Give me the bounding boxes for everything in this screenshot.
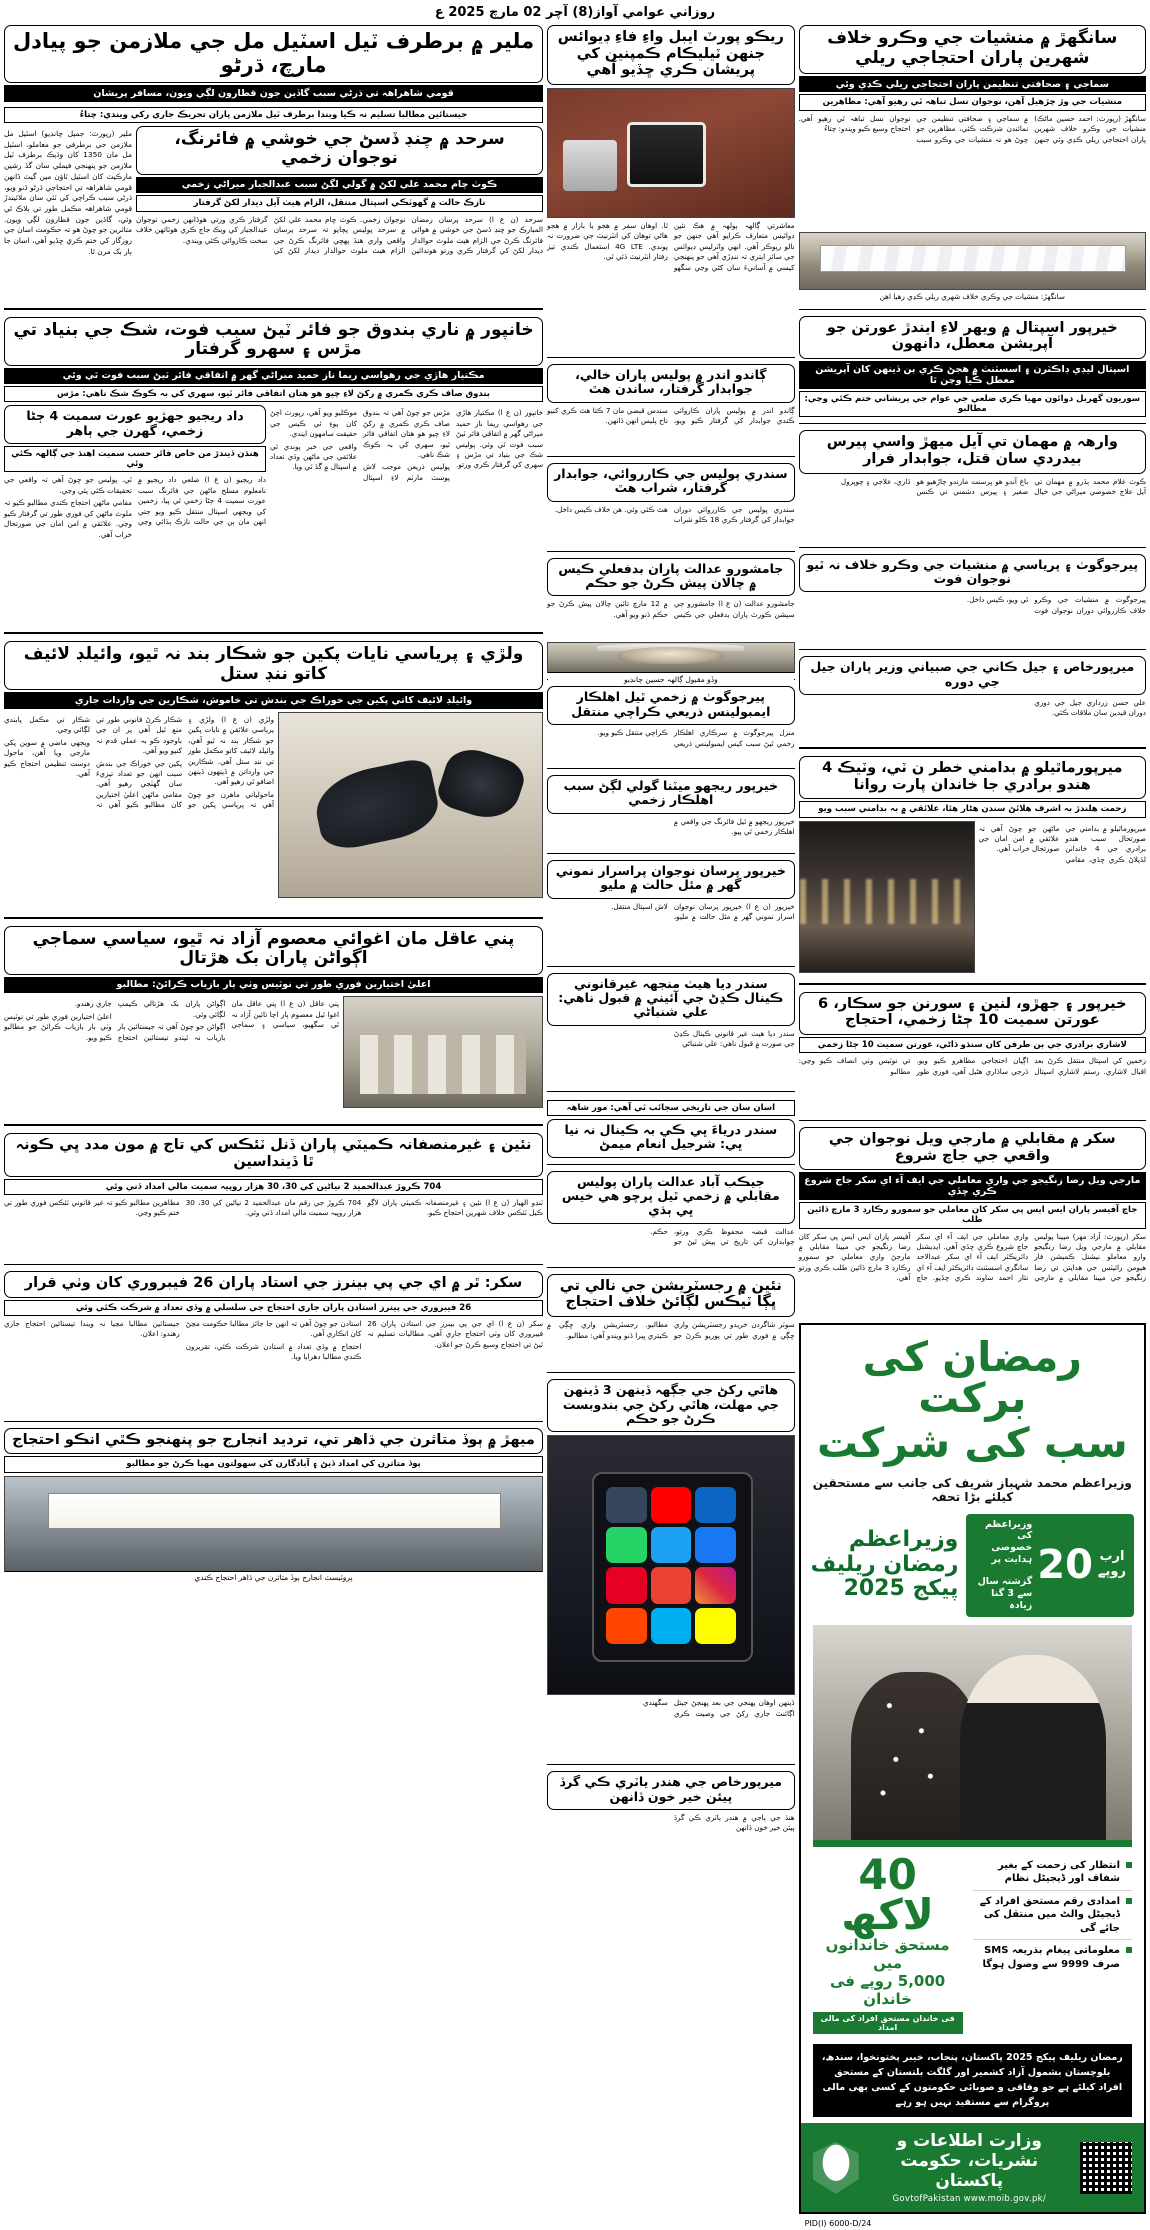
ad-pid-number: PID(I) 6000-D/24 (804, 2219, 872, 2229)
ad-bullet-item: معلوماتی پیغام بذریعہ SMS صرف 9999 سے وصول ہوگا (973, 1940, 1132, 1975)
article-mysterious-death (547, 860, 795, 960)
article-court-order (547, 558, 795, 638)
ad-bullet-list (973, 1855, 1132, 2035)
article-body: خانپور (ن ع ا) مڪتيار ھاڙي جي رھواسي ريما ناز حميد ميراڻي گھر ۾ اتفاقي فائر ٽيڻ سبب فوت ٿي وئي. پوليس شڪ جي بنياد تي مڙس ۽ سهري کي گرفتار ڪري ورتو. مڙس جو چوڻ آهي تہ بندوق صاف ڪري ڪمري ۾ رکڻ لاءِ چيو ھو ھتان اتفاقي فائر ٿيو، سھري کي بہ ڪوڪ شڪ ناهي. پوليس ذريعن موجب لاش پوسٽ مارٽم لاءِ اسپتال موڪليو ويو آهي، رپورٽ اچڻ کان پوءِ ئي ڪيس جي حقيقت سامهون ايندي. واقعي جي خبر پوندي ئي علائقي جي ماڻهن وڏي تعداد ۾ اسپتال ۾ گڏ ٿي ويا. (270, 408, 544, 482)
article-hindu-families-migration (799, 756, 1146, 976)
headline: داد ريجيو جھڙيو عورت سميت 4 ڄڻا زخمي، گھرن جي ٻاهر (4, 405, 266, 444)
article-body: سوٽر شاگردن خريدو رجسٽريشن واري ڇڳي ۾ فوري طور تي پوريو ڪرڻ جو مطالبو. رجسٽريشن واري ڇڳي ۾ ڪيتري ڀيرا ڏنو ويندو آهي: مطالبو. (547, 1320, 795, 1340)
middle-column (547, 25, 795, 1853)
snapchat-icon (695, 1608, 736, 1644)
article-body: خيرپور (ن ع ا) خيرپور پرسان نوجوان اسرار نموني گھر ۾ مئل حالت ۾ مليو، لاش اسپتال منتقل. (611, 901, 795, 922)
article-body: علي حسن زرداري جيل جي دوري دوران قيدين سان ملاقات ڪئي. (1034, 698, 1146, 718)
government-advertisement (799, 1323, 1146, 2215)
headline: جامشورو عدالت پاران بدفعلي ڪيس ۾ چالان پيش ڪرڻ جو حڪم (547, 558, 795, 597)
subheadline-secondary: منشيات جي وڙ چڙهيل آهن، نوجوان نسل تباهہ ٿي رهيو آهي: مظاهرين (799, 94, 1146, 110)
headline: سکر ۾ مقابلي ۾ مارجي ويل نوجوان جي واقعي جي جاچ شروع (799, 1127, 1146, 1170)
whatsapp-icon (606, 1527, 647, 1563)
headline: ميرپورخاص ۽ جيل ڪاني جي صبياني وزير پاران جيل جي دوره (799, 656, 1146, 695)
article-body: عدالت قبضہ محفوظ ڪري ورتو، جوابدارن کي تاريخ تي پيش ٿيڻ جو حڪم. (650, 1226, 795, 1247)
twitter-icon (651, 1527, 692, 1563)
headline: ميھڙ ۾ ٻوڏ متاثرن جي ڌاهر تي، ترديد انجارج جو پنهنجو ڪٿي انڪو احتجاج (4, 1428, 543, 1455)
subheadline: اسپتال ليڊي ڊاڪٽرن ۽ اسسٽنٽ ۾ هجڻ ڪري ٻن ڏينهن کان آپريشن معطل ڪيا وڃن ٿا (799, 361, 1146, 389)
subheadline-secondary: نازڪ حالت ۾ گھوٽڪي اسپتال منتقل، الزام هيٺ آيل ديدار لکڻ گرفتار (136, 195, 543, 211)
article-body: منزل پيرجوگوٺ ۾ سرڪاري اهلڪار زخمي ٿيڻ سبب کيس ايمبولينس ذريعي ڪراچي منتقل ڪيو ويو. (597, 728, 795, 748)
ad-amount-text2: 5,000 روپے فی خاندان (829, 1972, 946, 2009)
article-hindu-pilgrims (547, 1771, 795, 1853)
ad-badge-small-top: وزیراعظم کی خصوصی ہدایت پر (984, 1518, 1033, 1566)
article-body: ڳاندو اندر ۾ پوليس پاران ڪاروائي ڪندي جوابدار کي گرفتار ڪيو ويو، سندس قبضي مان 7 ڪتا هٿ ڪري کنيو ناح پليس انهن ڏانهن. (547, 405, 795, 426)
article-body: سندري پوليس جي ڪارروائي دوران جوابدار کي گرفتار ڪري 18 ڪلو شراب هٿ ڪئي وئي. ھن خلاف ڪيس داخل. (554, 504, 795, 524)
article-body: پيرجوگوٺ ۾ منشيات جي وڪرو خلاف ڪارروائي دوران نوجوان فوت ٿي ويو، ڪيس داخل. (966, 595, 1146, 615)
right-column (4, 25, 543, 1853)
article-dogs-seized (547, 364, 795, 450)
article-hospital-operations (799, 316, 1146, 418)
headline: خيرپور ۽ جھڙو، لنين ۽ سورنن جو سڪار، 6 عورتن سميت 10 ڄڻا زخمي، احتجاج (799, 992, 1146, 1035)
article-body: زخمين کي اسپتال منتقل ڪرڻ بعد اقبال لاشاري. رستم لاشاري اسپتال اڳيان احتجاجي مظاهرو ڪيو ويو. ڌرجي ساڌاري هڻيل آهي، فوري طور تي نوٽيس وٺي انصاف ڪيو وڃي: مطالبو (798, 1056, 1146, 1076)
ad-badge-unit (1098, 1550, 1126, 1580)
ad-badge-notes (974, 1519, 1032, 1612)
news-photo-meeting (343, 996, 543, 1108)
article-jail-visit (799, 656, 1146, 740)
article-teachers-protest (4, 1271, 543, 1415)
social-icons-grid (602, 1483, 740, 1648)
article-sukkur-encounter-probe (799, 1127, 1146, 1316)
ad-middle-row (801, 1508, 1144, 1621)
ad-photo-pm-with-beneficiary (813, 1625, 1132, 1840)
skype-icon (651, 1608, 692, 1644)
photo-caption: وڏو مقبول ڳالهہ حسين چانڊيو (548, 672, 794, 685)
pinterest-icon (606, 1567, 647, 1603)
headline: هاٿي رکڻ جي جڳهہ ڏينهن 3 ڏينهن جي مهلت، هاٿي رکڻ جي بندوبست ڪرڻ جو حڪم (547, 1379, 795, 1432)
ad-amount-number: 40 لاکھ (841, 1849, 934, 1939)
news-photo-flood-protest (4, 1476, 543, 1583)
article-officer-injured (547, 775, 795, 847)
ad-headline-line1: رمضان کی برکت (862, 1332, 1082, 1422)
page-grid (4, 25, 1146, 2229)
news-photo-wifi-device (547, 88, 795, 218)
news-photo-protest-rally (799, 232, 1146, 290)
article-flood-victims (4, 1428, 543, 1583)
headline: خانپور ۾ ناري بندوق جو فائر ٽيڻ سبب فوت، شڪ جي بنياد تي مڙس ۽ سهرو گرفتار (4, 317, 543, 366)
subheadline-secondary: ٻوڏ متاثرن کي امداد ڏيڻ ۽ آبادگارن کي سهولتون مهيا ڪرڻ جو مطالبو (4, 1456, 543, 1472)
ad-amount-text3: فی خاندان مستحق افراد کی مالی امداد (813, 2012, 963, 2034)
headline: پني عاقل مان اغوائي معصوم آزاد نہ ٿيو، سياسي سماجي اڳواڻن پاران بک هڙتال (4, 926, 543, 975)
ad-title-line2: رمضان ریلیف (810, 1551, 959, 1577)
article-khairpur-clash (799, 992, 1146, 1115)
subheadline: ڪوٽ چام محمد علي لکڻ ۾ گولي لڳڻ سبب عبدالجبار ميراڻي زخمي (136, 177, 543, 193)
article-body: هنڌ جي ٻاجي ۾ هندر ياٽري ڪي گرڏ پيئن خير خون ڏانهن (673, 1813, 795, 1833)
article-drug-rally (799, 25, 1146, 303)
ad-badge-number: 20 (1037, 1542, 1093, 1589)
subheadline-secondary: زحمت هلندڙ بہ اشرف هلائڻ سندن هڻار هئا، علائقي ۾ بہ بدامني سبب ويو (799, 801, 1146, 817)
subheadline: مارجي ويل رضا زنگيجو جي واري معاملي جي ايف آء اي سکر جاج شروع ڪري ڇڏي (799, 1172, 1146, 1200)
headline: نئين ۽ غيرمنصفانہ ڪميٽي پاران ڏنل ٽئڪس کي تاج ۾ مون مدد ڀي ڪونہ ٿا ڏينداسين (4, 1133, 543, 1176)
ad-social-handles: /GovtofPakistan www.moib.gov.pk (892, 2194, 1047, 2205)
ad-ministry-name: وزارت اطلاعات و نشریات، حکومت پاکستان (896, 2131, 1042, 2192)
article-wifi-device (547, 25, 795, 351)
subheadline-secondary: هنڌن ڏيندڙ من خاص فائر حسب سميت اهنڌ جي ڳالهہ ڪئي وئي (4, 446, 266, 472)
youtube-icon (651, 1487, 692, 1523)
article-khanpur-shooting (4, 317, 543, 403)
article-jacobabad-court (547, 1171, 795, 1261)
subheadline: وائيلڊ لائيف کاتي پکين جي خوراڪ جي بندش تي خاموش، شڪارين جي واردات جاري (4, 692, 543, 708)
photo-caption: پروٽيسٽ انجارج ٻوڏ متاثرن جي ڌاهر احتجاج ڪندي (5, 1571, 542, 1584)
article-tax-protest (4, 1133, 543, 1258)
article-registration-tax (547, 1274, 795, 1366)
left-column (798, 25, 1146, 2229)
subheadline-secondary: بندوق صاف ڪري ڪمري ۾ رکڻ لاءِ چيو ھو ھتان اتفاقي فائر ٿيو، سھري کي بہ ڪوڪ شڪ ناهي: مڙس (4, 386, 543, 402)
ad-headline (801, 1325, 1144, 1468)
article-body: ميرپورماٿيلو ۾ بدامني جي صورتحال سبب هندو برادري جي 4 خاندانن لڏپلاڻ ڪري ڇڏي، مقامي ماڻهن جو چوڻ آهي تہ علائقي ۾ امن امان جي صورتحال خراب آهي. (978, 823, 1146, 864)
ad-bullet-item: انتظار کی زحمت کے بغیر شفاف اور ڈیجیٹل نظام (973, 1855, 1132, 1891)
article-wildlife-birds (4, 641, 543, 708)
headline: ميرپورماٿيلو ۾ بدامني خطر ن ٽي، وٽيڪ 4 هندو برادري جا خاندان پارت روانا (799, 756, 1146, 799)
article-body: سانگھڙ (رپورٽ: احمد حسين ماڻڪ) منشيات جي وڪرو خلاف شهرين پاران احتجاجي ريلي ڪڍي وئي جنهن ۾ سماجي ۽ صحافتي تنظيمن جي نمائندن شرڪت ڪئي، مظاهرين جو چوڻ هو تہ منشيات جي وڪرو سبب نوجوان نسل تباهہ ٿي رهيو آهي. احتجاج وسيع ڪيو ويندو: چتاءُ (798, 113, 1146, 144)
news-photo-elder-portrait (547, 642, 795, 684)
article-body: ڏينهن اوهان پهنجي جي بعد پهنجڻ جيتل اڳائنٽ جاري رکڻ جي وصيت ڪري سگھندي (642, 1698, 795, 1718)
subheadline-secondary: لاشاري برادري جي ٻن طرفن کان سنڌو ڌاڻي، عورتن سميت 10 ڄڻا زخمي (799, 1037, 1146, 1053)
headline: جيڪب آباد عدالت پاران پوليس مقابلي ۾ زخمي ٿيل پرچو ھي خيس ڀي ٻڌي (547, 1171, 795, 1224)
ad-footer-text (869, 2131, 1070, 2204)
headline: ملير ۾ برطرف ٽيل اسٽيل مل جي ملازمن جو پيادل مارچ، ڌرڻو (4, 25, 543, 83)
ad-headline-line2: سب کی شرکت (816, 1418, 1128, 1467)
article-body: سکر (ن ع ا) اي جي پي بينرز جي استادن پاران 26 فيبروري کان وٺي احتجاج جاري آهي، مطالبات تسليم نہ ٿيڻ تي احتجاج وسيع ڪرڻ جو اعلان. استادن جو چوڻ آهي تہ انهن جا جائز مطالبا حڪومت مڃڻ کان انڪاري آهي. احتجاج ۾ وڏي تعداد ۾ استادن شرڪت ڪئي، تقريرون ڪندي مطالبا دهرايا ويا. جيستائين مطالبا مڃيا نہ ويندا تيستائين احتجاج جاري رهندو: اعلان. (4, 1318, 544, 1361)
ad-amount-text1: مستحق خاندانوں میں (825, 1936, 950, 1973)
headline: ميرپورخاص جي هندر ياٽري ڪي گرڏ پيئن خير خون ڏانهن (547, 1771, 795, 1810)
headline: سانگھڙ ۾ منشيات جي وڪرو خلاف شهرين پاران احتجاجي ريلي (799, 25, 1146, 74)
ad-amount-badge (966, 1514, 1134, 1617)
article-canal-statement (547, 1098, 795, 1158)
article-liquor-seized (547, 463, 795, 545)
article-body: ڪوٽ غلام محمد ٻڌرو ۾ مهمان تي آيل علاج خصوصي ميراڻي جي خيال باغ آندو هو پرسنت مارندو چاڙهيو هو صغير ۽ پيرس دشمني تي ڪنس ڌاري، علاجي ۽ چوپرول (840, 476, 1146, 496)
ad-badge-small-bottom: گزشتہ سال سے 3 گنا زیادہ (977, 1576, 1033, 1611)
headline: سندر ديا ھيٺ منجھہ غيرقانوني ڪينال ڪڍڻ جي آئيني ۾ قبول ناهي: علي شنباڻي (547, 973, 795, 1026)
ad-badge-unit-bottom: روپے (1097, 1564, 1126, 1580)
news-photo-night-scene (799, 821, 975, 973)
ad-badge-unit-top: ارب (1099, 1549, 1125, 1565)
ad-title-line3: پیکج 2025 (843, 1576, 959, 1602)
subheadline-secondary: 704 ڪروڙ عبدالحميد 2 نياڻين کي 30، 30 هزار روپيہ سميت مالي امداد ڏني وئي (4, 1179, 543, 1195)
reddit-icon (606, 1608, 647, 1644)
ad-title-block (811, 1528, 959, 1602)
article-steel-mill-march (4, 25, 543, 102)
headline: وارهہ ۾ مهمان تي آيل ميهڙ واسي پيرس بيدردي سان قتل، جوابدار فرار (799, 430, 1146, 473)
headline: ولڙي ۽ پرياسي نايات پکين جو شڪار بند نہ ٿيو، وائيلڊ لائيف کاتو ننڊ ستل (4, 641, 543, 690)
tumblr-icon (606, 1487, 647, 1523)
headline: پيرجوگوٺ ۾ زخمي ٿيل اهلڪار ايمبولينس ذريعي ڪراچي منتقل (547, 686, 795, 725)
subheadline: سماجي ۽ صحافتي تنظيمن پاران احتجاجي ريلي ڪڍي وئي (799, 76, 1146, 92)
article-body: سکر (رپورٽ: آزاد مهر) ميينا پوليس مقابلي ۾ مارجي ويل رضا زنگيجو وارو معاملو نيشنل ڪميشن فار هيومن رائيٽس جي هدايتن تي رضا زنگيجو جي ميينا مقابلي ۾ مارجي واري معاملي جي ايف آء اي سکر جاچ شروع ڪري ڇڏي آهي. ايڊيشنل ڊائريڪٽر ايف آء اي سکر عبدالاحد سانگري اسسٽنٽ ڊائريڪٽر ايف آء اي نثار احمد ساوند ڪري ڇڏيو. جاچ آفيسر پاران ايس ايس پي سکر کان رضا زنگيجو جي ميينا مقابلي ۾ مارجڻ واري معاملي جو سمورو رڪارڊ 3 مارچ ڏائين طلب ڪري ورتو آهي. (798, 1231, 1146, 1283)
article-pirjo-goth (799, 554, 1146, 644)
headline: نئين ۾ رجسٽريشن جي نالي تي ڀڳا ٽيڪس لڳائڻ خلاف احتجاج (547, 1274, 795, 1317)
ad-disclaimer: رمضان ریلیف پیکج 2025 پاکستان، پنجاب، خیبر پختونخوا، سندھ، بلوچستان بشمول آزاد کشمیر اور گلگت بلتستان کے مستحق افراد کیلئے ہے جو وفاقی و صوبائی حکومتوں کے کسی بھی مالی پروگرام سے مستفید نہیں ہو رہے (813, 2044, 1132, 2117)
photo-caption: سانگھڙ: منشيات جي وڪري خلاف شهري ريلي ڪڍي رهيا اهن (879, 291, 1065, 301)
article-body: سرحد (ن ع ا) سرحد پرسان رمضان المبارڪ جو چنڊ ڏسڻ جي خوشي ۾ هوائي فائرنگ ڪرڻ جي الزام هيٺ ملوث حوالدار ديدار لکڻ کي گرفتار ڪري ورتو هوندائين نوجوان زخمي. ڪوٽ چام محمد علي لکڻ ۾ سرحد پوليس پڄايو تہ سرحد پرسان واقعي واري هنڌ پهچي فائرنگ ڪرڻ جي الزام هيٺ ملوث حوالدار ديدار لکڻ کي گرفتار ڪري ورتي هوڏانهن زخمي نوجوان عبدالجبار کي ويڪ جاج ڪري ھوٽائھن خلاف سخت ڪاروائي ڪئي ويندي. (136, 214, 544, 256)
ad-details-row (801, 1847, 1144, 2039)
facebook-icon (695, 1527, 736, 1563)
qr-code-icon[interactable] (1080, 2142, 1132, 2194)
subheadline: مڪتيار ھاڙي جي رھواسي ريما ناز حميد ميراڻي گھر ۾ اتفاقي فائر ٽيڻ سبب فوت ٿي وئي (4, 368, 543, 384)
subheadline-secondary: جيستائين مطالبا تسليم نہ ڪيا ويندا برطرف ٽيل ملازمن پاران تحريڪ جاري رکي ويندي: چتاءُ (4, 107, 543, 123)
article-body: ملير (رپورٽ: جميل چانڊيو) اسٽيل مل ملازمن جي برطرفي جو معاملو، اسٽيل مل مان 1350 کان وڌيڪ برطرف ٽيل ملازمن جو پنهنجي فيملي سان گڏ رشين مارڪيٽ کان اسٽيل ٽاؤن مين گيٽ ڏانهن قومي شاهراهہ تي احتجاجي ڌرڻو ڏنو ويو، ڌرڻي سبب ڪراچي کي ٽئي سان ملائيندڙ قومي شاهراهہ مڪمل طور تي بلاڪ ٿي وئي، گاڏين جون قطارون لڳي ويون. متاثرين جو چوڻ هو تہ حڪومت اسان جي روزگار کي ختم ڪري ڇڏيو آهي، اسان جا ٻار بک مرن ٿا. (4, 128, 132, 256)
article-body: جامشورو عدالت (ن ع ا) جامشورو جي سيشن ڪورٽ پاران بدفعلي جي ڪيس ۾ 12 مارچ تائين چالان پيش ڪرڻ جو حڪم ڏنو ويو آهي. (547, 599, 795, 619)
article-injured-transfer (547, 686, 795, 762)
linkedin-icon (695, 1487, 736, 1523)
article-body: ٽنڊو الھيار (ن ع ا) نئين ۽ غيرمنصفانہ ڪميٽي پاران لاڳو ڪيل ٽئڪس خلاف شهرين احتجاج ڪيو. 704 ڪروڙ جي رقم مان عبدالحميد 2 نياڻين کي 30، 30 هزار روپيہ سميت مالي امداد ڏني وئي. مظاهرين مطالبو ڪيو تہ غير قانوني ٽئڪس فوري طور تي ختم ڪيو وڃي. (4, 1197, 544, 1218)
subheadline: اعليٰ اختيارين فوري طور تي نوٽيس وٺي ٻار بازياب ڪرائڻ: مطالبو (4, 977, 543, 993)
ad-divider-bar (813, 1840, 1132, 1847)
headline: سندري پوليس جي ڪارروائي، جوابدار گرفتار، شراب هٿ (547, 463, 795, 502)
article-body: داد ريجيو (ن ع ا) ضلعي داد ريجيو ۾ نامعلوم مسلح ماڻهن جي فائرنگ سبب عورت سميت 4 ڄڻا زخمي ٿي پيا، زخمين کي ويجهي اسپتال منتقل ڪيو ويو جتي انهن مان ٻن جي حالت نازڪ ٻڌائي وڃي ٿي. پوليس جو چوڻ آهي تہ واقعي جي تحقيقات ڪئي پئي وڃي. مقامي ماڻهن احتجاج ڪندي مطالبو ڪيو تہ ملوث ماڻهن کي فوري طور تي گرفتار ڪيو وڃي. علائقي ۾ امن امان جي صورتحال خراب آهي. (4, 475, 267, 539)
instagram-icon (695, 1567, 736, 1603)
article-body: معاشرتي ڳالهہ ٻولهہ ۾ هڪ نئين ڊوائيس متعارف ڪرايو آهي جنهن جو نالو ريوڪر آهي. انهي واٽرليس ڊيوائس جي سائز ايتري تہ ننڍڙي آهي جو پنهنجي کيسي ۾ آسانيءَ سان کڻي وڃي سگھو ٿا. اوهان سفر ۾ هجو يا بازار ۾ هجو ھاڻي توهان کي انٽرنيٽ جي ضرورت نہ پوندي. 4G LTE استعمال ڪندي تيز رفتار انٽرنيٽ ڏئي ٿي. (547, 221, 795, 272)
article-warah-murder (799, 430, 1146, 540)
article-body: خيرپور ريجھو ۾ ٿيل فائرنگ جي واقعي ۾ اهلڪار زخمي ٿي پيو. (673, 816, 795, 837)
headline: پيرجوگوٺ ۽ پرياسي ۾ منشيات جي وڪرو خلاف نہ ٿيو نوجوان فوت (799, 554, 1146, 593)
article-body: پني عاقل (ن ع ا) پني عاقل مان اغوا ٿيل معصوم ٻار اڃا تائين آزاد نہ ٿي سگھيو، سياسي ۽ سماجي اڳواڻن پاران بک هڙتالي ڪيمپ لڳائي وئي. اڳواڻن جو چوڻ آهي تہ جيستائين ٻار بازياب نہ ٿيندو تيستائين احتجاج جاري رهندو. اعليٰ اختيارين فوري طور تي نوٽيس وٺي ٻار بازياب ڪرائڻ جو مطالبو ڪيو ويو. (4, 999, 340, 1042)
ad-title-line1: وزیراعظم (848, 1527, 959, 1553)
headline: سندر درياءَ ڀي ڪي بہ ڪينال نہ نيا ڀي: شرجيل انعام ميمڻ (547, 1119, 795, 1158)
subheadline: قومي شاهراهہ تي ڌرڻي سبب گاڏين جون قطارون لڳي ويون، مسافر پريشان (4, 85, 543, 101)
article-body: سندر ديا ھيٺ غير قانوني ڪينال ڪڍڻ جي صورت ۾ قبول ناهي: علي شنباڻي (673, 1028, 795, 1049)
news-photo-dead-birds (278, 712, 543, 898)
article-canal-issue (547, 973, 795, 1085)
ad-bullet-item: امدادی رقم مستحق افراد کے ڈیجیٹل والٹ میں منتقل کی جائے گی (973, 1891, 1132, 1941)
headline: ڳاندو اندر ۾ پوليس پاران خالي، جوابدار گرفتار، ساندن هٿ (547, 364, 795, 403)
pakistan-emblem-icon (813, 2142, 859, 2194)
headline: خيرپور ريجھو ميٽنا گولي لڳڻ سبب اهلڪار زخمي (547, 775, 795, 814)
article-elephant-notice (547, 1379, 795, 1758)
headline: ريڪو پورٽ ايبل واءِ فاءِ ڊيوائس جنهن ٽيليڪام ڪمپنين کي پريشان ڪري ڇڏيو آهي (547, 25, 795, 85)
masthead: روزاني عوامي آواز(8) آچر 02 مارچ 2025 ع (434, 5, 716, 20)
headline: سکر: ٿر ۾ اي جي پي بينرز جي استاد پاران 26 فيبروري کان وٺي قرار (4, 1271, 543, 1298)
ad-amount-block (813, 1849, 963, 2035)
google-icon (651, 1567, 692, 1603)
article-body: ولڙي (ن ع ا) ولڙي ۽ پرياسي علائقن ۾ نايات پکين جو شڪار بند نہ ٿيو آهي، وائيلڊ لائيف کاتو مڪمل طور تي ننڊ ستل آهي. شڪارين جي وارداتن ۾ ڏينهون ڏينهن اضافو ٿي رهيو آهي. ماحولياتي ماهرن جو چوڻ آهي تہ پرياسي پکين جو شڪار ڪرڻ قانوني طور تي منع ٿيل آهي پر ان جي باوجود ڪو بہ عملي قدم نہ کنيو ويو آهي. پکين جي خوراڪ جي بندش سبب انهن جو تعداد تيزيءَ سان گھٽجي رهيو آهي. مقامي ماڻهن اعليٰ اختيارين کان مطالبو ڪيو آهي تہ شڪار تي مڪمل پابندي لڳائي وڃي. ويجهي ماضي ۾ سوين پکي مارجي ويا آهن، ماحول دوست تنظيمن احتجاج ڪيو آهي. (4, 714, 275, 810)
subheadline-secondary: 26 فيبروري جي پينرز استادن پاران جاري احتجاج جي سلسلي ۾ وڏي تعداد ۾ شرڪت ڪئي وئي (4, 1300, 543, 1316)
news-photo-social-apps (547, 1435, 795, 1695)
ad-footer (801, 2123, 1144, 2212)
article-hunger-strike (4, 926, 543, 1117)
headline: سرحد ۾ چنڊ ڏسڻ جي خوشي ۾ فائرنگ، نوجوان زخمي (136, 126, 543, 175)
subheadline-secondary: جاچ آفيسر پاران ايس ايس پي سکر کان معاملي جو سمورو رڪارڊ 3 مارچ ڏائين طلب (799, 1202, 1146, 1228)
headline: خيرپور اسپتال ۾ ويهر لاءِ ايندڙ عورتن جو آپريشن معطل، دانهون (799, 316, 1146, 359)
subheadline-secondary: اسان سان جي تاريخي سجائب ٿي آهي: مور شاهہ (547, 1100, 795, 1116)
headline: خيرپور پرسان نوجوان پراسرار نموني گھر ۾ مئل حالت ۾ مليو (547, 860, 795, 899)
subheadline-secondary: سوريون گھربل دوائون مهيا ڪري ضلعي جي عوام جي پريشاني ختم ڪئي وڃي: مطالبو (799, 391, 1146, 417)
prime-minister-figure (960, 1655, 1107, 1840)
ad-subtitle: وزیراعظم محمد شہباز شریف کی جانب سے مستحقین کیلئے بڑا تحفہ (812, 1475, 1132, 1504)
